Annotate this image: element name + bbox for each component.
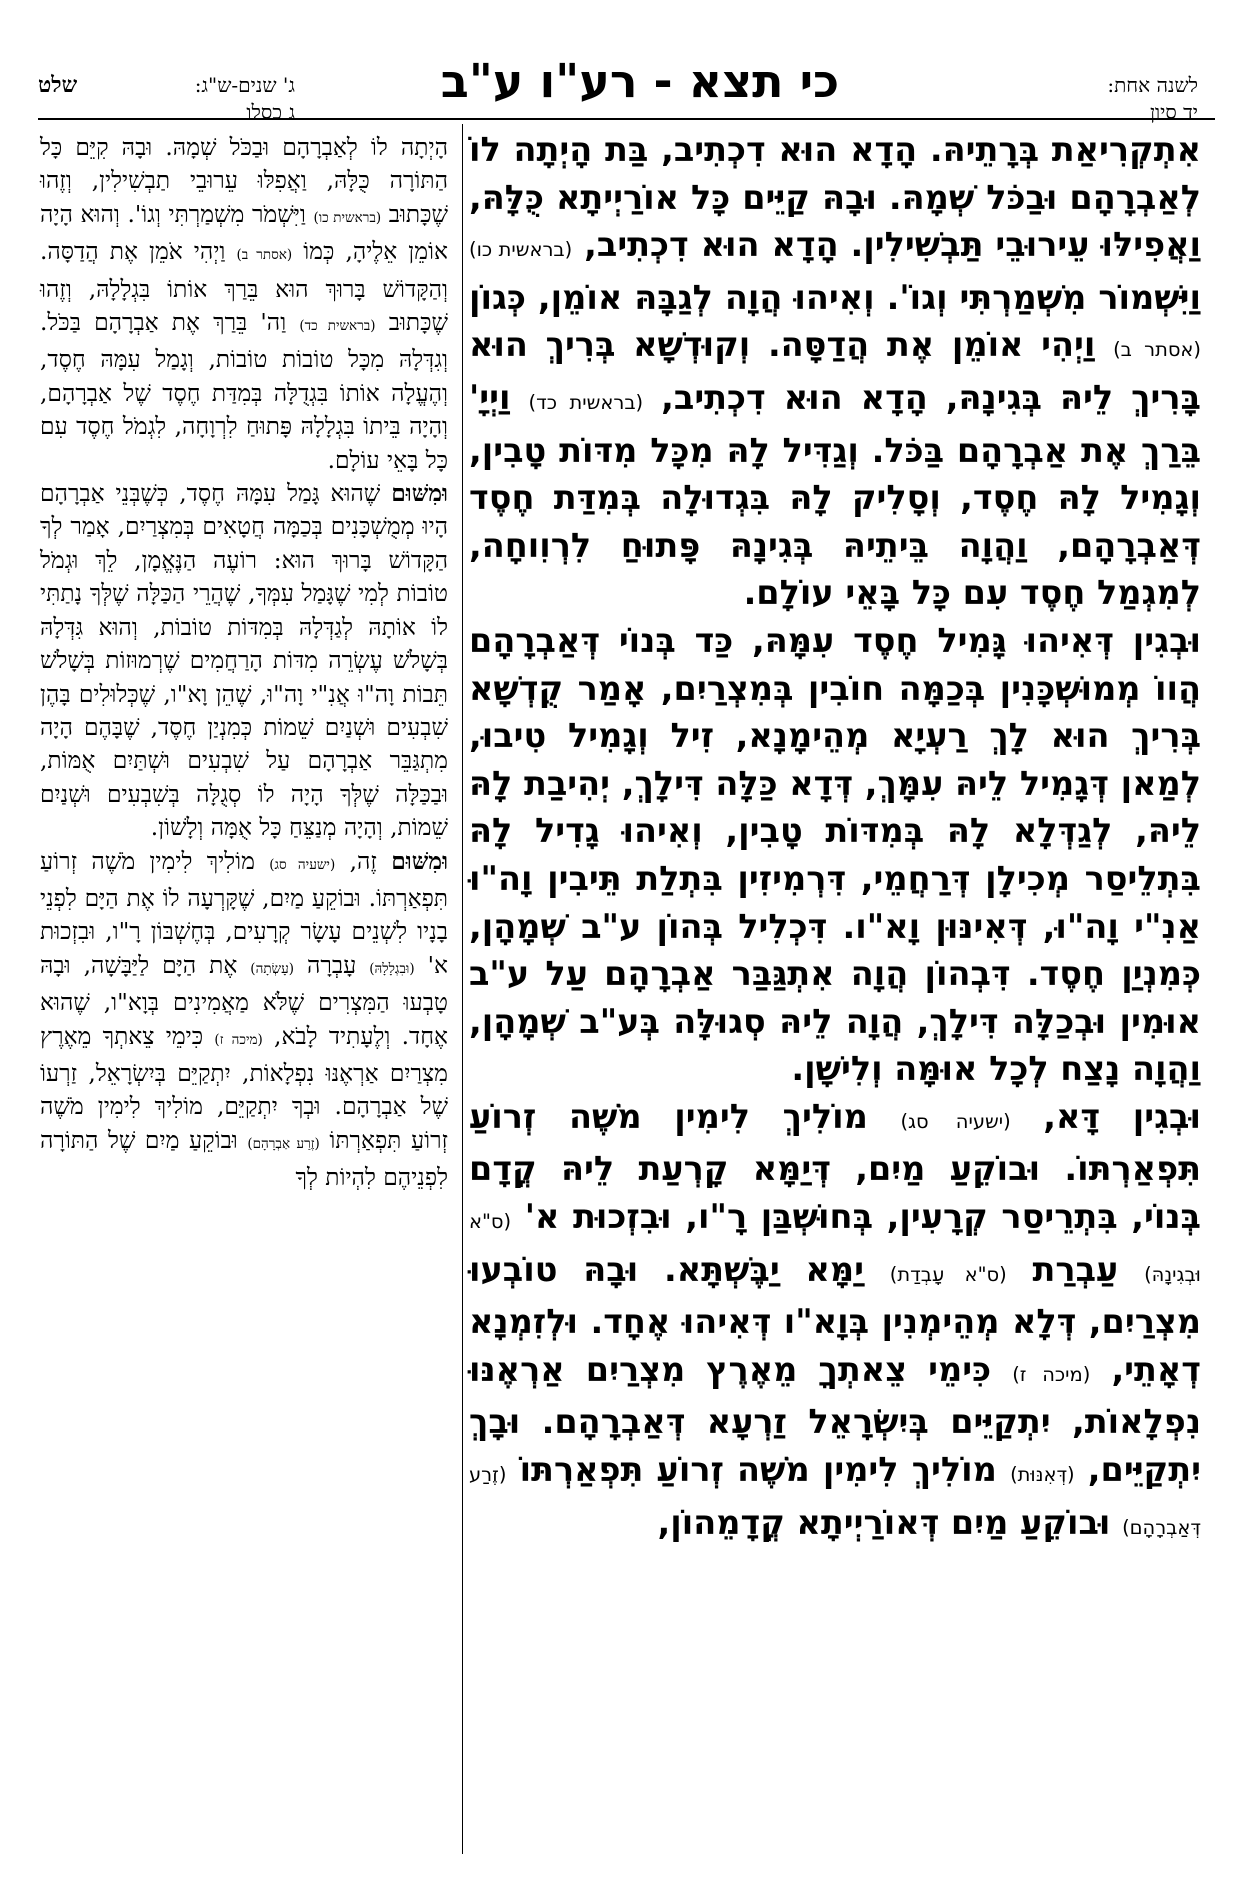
translation-paragraph-2: וּמִשּׁוּם שֶׁהוּא גָּמַל עִמָּהּ חֶסֶד, כְּשֶׁבְּנֵי אַבְרָהָם הָיוּ מְמֻשְׁכָּנִים בְּכַמָּה חֲטָאִים בְּמִצְרַיִם, אָמַר לְךָ הַקָּדוֹשׁ בָּרוּךְ הוּא: רוֹעֶה הַנֶּאֱמָן, לֵךְ וּגְמֹל טוֹבוֹת לְמִי שֶׁגָּמַל עִמְּךָ, שֶׁהֲרֵי הַכַּלָּה שֶׁלְּךָ נָתַתִּי לוֹ אוֹתָהּ לְגַדְּלָהּ בְּמִדּוֹת טוֹבוֹת, וְהוּא גִּדְּלָהּ בְּשָׁלֹשׁ עֶשְׂרֵה מִדּוֹת הָרַחֲמִים שֶׁרְמוּזוֹת בְּשָׁלֹשׁ תֵּבוֹת וָה"וּ אֲנִ"י וָה"וּ, שֶׁהֵן וָא"ו, שֶׁכְּלוּלִים בָּהֶן שִׁבְעִים וּשְׁנַיִם שֵׁמוֹת כְּמִנְיַן חֶסֶד, שֶׁבָּהֶם הָיָה מִתְגַּבֵּר אַבְרָהָם עַל שִׁבְעִים וּשְׁתַּיִם אֻמּוֹת, וּבַכַּלָּה שֶׁלְּךָ הָיָה לוֹ סְגֻלָּה בְּשִׁבְעִים וּשְׁנַיִם שֵׁמוֹת, וְהָיָה מְנַצֵּחַ כָּל אֻמָּה וְלָשׁוֹן.	[40, 480, 449, 842]
variant-note: (ס"א וּבְגִינָהּ)	[469, 1210, 1201, 1286]
source-citation: (מיכה ז)	[214, 1031, 263, 1048]
translation-column	[40, 131, 448, 1195]
column-divider	[462, 124, 463, 1854]
schedule-label-three-years: ג' שנים-ש"ג:	[194, 73, 295, 97]
main-text-column	[469, 126, 1201, 1551]
main-paragraph-1: אִתְקְרִיאַת בְּרָתֵיהּ. הָדָא הוּא דִכְתִיב, בַּת הָיְתָה לוֹ לְאַבְרָהָם וּבַכֹּל שְׁמָהּ. וּבָהּ קַיֵּים כָּל אוֹרַיְיתָא כֻּלָּהּ, וַאֲפִילּוּ עֵירוּבֵי תַּבְשִׁילִין. הָדָא הוּא דִכְתִיב, (בראשית כו) וַיִּשְׁמוֹר מִשְׁמַרְתִּי וְגוֹ'. וְאִיהוּ הֲוָה לְגַבָּהּ אוֹמֵן, כְּגוֹן (אסתר ב) וַיְהִי אוֹמֵן אֶת הֲדַסָּה. וְקוּדְשָׁא בְּרִיךְ הוּא בָּרִיךְ לֵיהּ בְּגִינָהּ, הָדָא הוּא דִכְתִיב, (בראשית כד) וַיְיָ' בֵּרַךְ אֶת אַבְרָהָם בַּכֹּל. וְגַדִּיל לָהּ מִכָּל מִדּוֹת טָבִין, וְגָמִיל לָהּ חֶסֶד, וְסָלִיק לָהּ בִּגְדוּלָה בְּמִדַּת חֶסֶד דְּאַבְרָהָם, וַהֲוָה בֵּיתֵיהּ בְּגִינָהּ פָּתוּחַ לִרְוִוחָה, לְמִגְמַל חֶסֶד עִם כָּל בָּאֵי עוֹלָם.	[469, 130, 1201, 613]
translation-paragraph-3: וּמִשּׁוּם זֶה, (ישעיה סג) מוֹלִיךְ לִימִין מֹשֶׁה זְרוֹעַ תִּפְאַרְתּוֹ. וּבוֹקֵעַ מַיִם, שֶׁקָּרְעָה לוֹ אֶת הַיָּם לִפְנֵי בָנָיו לִשְׁנֵים עָשָׂר קְרָעִים, בְּחֶשְׁבּוֹן רָ"ו, וּבִזְכוּת א' (וּבִגְלָלָהּ) עָבְרָה (עָשְׂתָה) אֶת הַיָּם לַיַּבָּשָׁה, וּבָהּ טָבְעוּ הַמִּצְרִים שֶׁלֹּא מַאֲמִינִים בְּוָא"ו, שֶׁהוּא אֶחָד. וְלֶעָתִיד לָבֹא, (מיכה ז) כִּימֵי צֵאתְךָ מֵאֶרֶץ מִצְרַיִם אַרְאֶנּוּ נִפְלָאוֹת, יִתְקַיֵּם בְּיִשְׂרָאֵל, זַרְעוֹ שֶׁל אַבְרָהָם. וּבְךָ יִתְקַיֵּם, מוֹלִיךְ לִימִין מֹשֶׁה זְרוֹעַ תִּפְאַרְתּוֹ (זֶרַע אַבְרָהָם) וּבוֹקֵעַ מַיִם שֶׁל הַתּוֹרָה לִפְנֵיהֶם לִהְיוֹת לְךָ	[40, 847, 449, 1192]
variant-note: (זֶרַע דְּאַבְרָהָם)	[469, 1463, 1201, 1539]
schedule-label-one-year: לשנה אחת:	[1107, 73, 1198, 97]
source-citation: (בראשית כו)	[313, 209, 382, 226]
page-title: כי תצא - רע"ו ע"ב	[440, 54, 840, 108]
header-divider	[38, 118, 1215, 120]
source-citation: (אסתר ב)	[1113, 338, 1201, 362]
variant-note: (ס"א עָבְדַת)	[889, 1262, 1007, 1286]
source-citation: (בראשית כו)	[469, 238, 573, 262]
page-number: שלט	[38, 72, 78, 98]
paragraph-lead-word: וּמִשּׁוּם	[391, 480, 449, 508]
paragraph-lead-word: וּמִשּׁוּם	[391, 847, 449, 875]
source-citation: (בראשית כד)	[299, 318, 376, 335]
source-citation: (ישעיה סג)	[900, 1109, 1011, 1133]
source-citation: (בראשית כד)	[528, 390, 644, 414]
source-citation: (אסתר ב)	[236, 247, 293, 264]
variant-note: (וּבִגְלָלָהּ)	[369, 960, 415, 977]
variant-note: (זֶרַע אַבְרָהָם)	[247, 1135, 320, 1152]
translation-paragraph-1: הָיְתָה לוֹ לְאַבְרָהָם וּבַכֹּל שְׁמָהּ. וּבָהּ קִיֵּם כָּל הַתּוֹרָה כֻּלָּהּ, וַאֲפִלּוּ עֵרוּבֵי תַבְשִׁילִין, וְזֶהוּ שֶׁכָּתוּב (בראשית כו) וַיִּשְׁמֹר מִשְׁמַרְתִּי וְגוֹ'. וְהוּא הָיָה אוֹמֵן אֵלֶיהָ, כְּמוֹ (אסתר ב) וַיְהִי אֹמֵן אֶת הֲדַסָּה. וְהַקָּדוֹשׁ בָּרוּךְ הוּא בֵּרַךְ אוֹתוֹ בִּגְלָלָהּ, וְזֶהוּ שֶׁכָּתוּב (בראשית כד) וַה' בֵּרַךְ אֶת אַבְרָהָם בַּכֹּל. וְגִדְּלָהּ מִכָּל טוֹבוֹת טוֹבוֹת, וְגָמַל עִמָּהּ חֶסֶד, וְהֶעֱלָה אוֹתוֹ בִּגְדֻלָּה בְּמִדַּת חֶסֶד שֶׁל אַבְרָהָם, וְהָיָה בֵּיתוֹ בִּגְלָלָהּ פָּתוּחַ לִרְוָחָה, לִגְמֹל חֶסֶד עִם כָּל בָּאֵי עוֹלָם.	[40, 134, 449, 474]
variant-note: (עָשְׂתָה)	[250, 960, 295, 977]
schedule-date-three-years: ג כסלו	[246, 100, 295, 124]
source-citation: (ישעיה סג)	[269, 856, 336, 873]
variant-note: (דְּאִנּוּת)	[1010, 1463, 1075, 1487]
source-citation: (מיכה ז)	[1012, 1362, 1091, 1386]
main-paragraph-2: וּבְגִין דְּאִיהוּ גָּמִיל חֶסֶד עִמָּהּ, כַּד בְּנוֹי דְּאַבְרָהָם הֲווֹ מְמוּשְׁכָּנִין בְּכַמָּה חוֹבִין בְּמִצְרַיִם, אָמַר קֻדְשָׁא בְּרִיךְ הוּא לָךְ רַעְיָא מְהֵימָנָא, זִיל וְגָמִיל טִיבוּ, לְמַאן דְּגָמִיל לֵיהּ עִמָּךְ, דְּדָא כַּלָּה דִּילָךְ, יְהִיבַת לָהּ לֵיהּ, לְגַדְּלָא לָהּ בְּמִדּוֹת טָבִין, וְאִיהוּ גָדִיל לָהּ בִּתְלֵיסַר מְכִילָן דְּרַחֲמֵי, דִּרְמִיזִין בִּתְלַת תֵּיבִין וָה"וּ אַנִ"י וָה"וּ, דְּאִינּוּן וָא"ו. דִּכְלִיל בְּהוֹן ע"ב שְׁמָהָן, כְּמִנְיַן חֶסֶד. דִּבְהוֹן הֲוָה אִתְגַּבַּר אַבְרָהָם עַל ע"ב אוּמִין וּבְכַלָּה דִּילָךְ, הֲוָה לֵיהּ סְגוּלָּה בְּע"ב שְׁמָהָן, וַהֲוָה נָצַח לְכָל אוּמָּה וְלִישָׁן.	[469, 620, 1201, 1089]
schedule-date-one-year: יד סיון	[1149, 100, 1198, 124]
main-paragraph-3: וּבְגִין דָּא, (ישעיה סג) מוֹלִיךְ לִימִין מֹשֶׁה זְרוֹעַ תִּפְאַרְתּוֹ. וּבוֹקֵעַ מַיִם, דְּיַמָּא קָרְעַת לֵיהּ קֳדָם בְּנוֹי, בִּתְרֵיסַר קְרָעִין, בְּחוּשְׁבַּן רָ"ו, וּבִזְכוּת א' (ס"א וּבְגִינָהּ) עַבְרַת (ס"א עָבְדַת) יַמָּא יַבֶּשְׁתָּא. וּבָהּ טוֹבְעוּ מִצְרַיִם, דְּלָא מְהֵימְנִין בְּוָא"ו דְּאִיהוּ אֶחָד. וּלְזִמְנָא דְאָתֵי, (מיכה ז) כִּימֵי צֵאתְךָ מֵאֶרֶץ מִצְרַיִם אַרְאֶנּוּ נִפְלָאוֹת, יִתְקַיֵּים בְּיִשְׂרָאֵל זַרְעָא דְּאַבְרָהָם. וּבָךְ יִתְקַיֵּים, (דְּאִנּוּת) מוֹלִיךְ לִימִין מֹשֶׁה זְרוֹעַ תִּפְאַרְתּוֹ (זֶרַע דְּאַבְרָהָם) וּבוֹקֵעַ מַיִם דְּאוֹרַיְיתָא קֳדָמֵהוֹן,	[469, 1096, 1201, 1542]
